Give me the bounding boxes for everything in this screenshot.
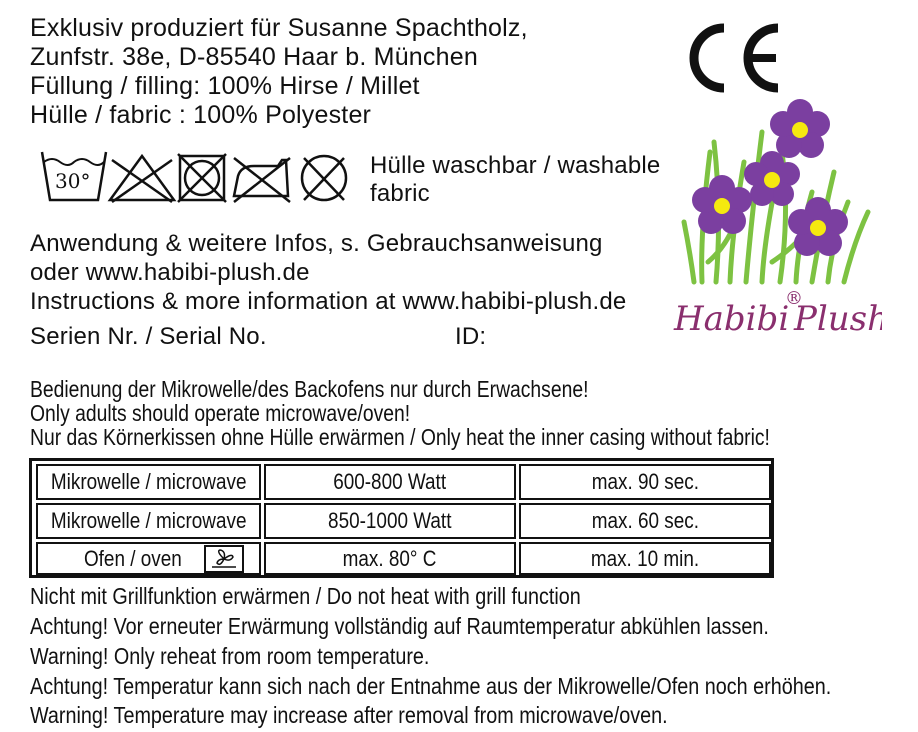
svg-text:30°: 30° — [55, 169, 91, 193]
washable-line1: Hülle waschbar / washable — [370, 152, 661, 179]
table-cell-device: Mikrowelle / microwave — [36, 464, 261, 500]
no-grill-line: Nicht mit Grillfunktion erwärmen / Do not heat with grill function — [30, 583, 581, 609]
table-cell-time: max. 90 sec. — [519, 464, 771, 500]
instructions-line: Instructions & more information at www.habibi-plush.de — [30, 288, 627, 315]
ce-mark-icon — [680, 20, 790, 96]
usage-info-line: Anwendung & weitere Infos, s. Gebrauchsanweisung — [30, 230, 603, 257]
table-cell-power: 850-1000 Watt — [264, 503, 516, 539]
flower-icon — [692, 99, 848, 256]
producer-line: Exklusiv produziert für Susanne Spachtholz, — [30, 14, 528, 42]
table-cell-device: Ofen / oven — [36, 542, 261, 575]
temp-rise-en-line: Warning! Temperature may increase after removal from microwave/oven. — [30, 702, 668, 728]
website-line: oder www.habibi-plush.de — [30, 259, 310, 286]
fabric-line: Hülle / fabric : 100% Polyester — [30, 101, 372, 129]
reheat-en-line: Warning! Only reheat from room temperature. — [30, 643, 430, 669]
temp-rise-de-line: Achtung! Temperatur kann sich nach der Entnahme aus der Mikrowelle/Ofen noch erhöhen. — [30, 673, 832, 699]
wash-30-icon — [42, 152, 106, 200]
logo-brand-text: Habibi — [674, 299, 790, 339]
table-cell-time: max. 60 sec. — [519, 503, 771, 539]
filling-line: Füllung / filling: 100% Hirse / Millet — [30, 72, 420, 100]
fan-oven-icon — [204, 545, 244, 573]
heat-inner-casing: Nur das Körnerkissen ohne Hülle erwärmen / Only heat the inner casing without fabric! — [30, 424, 770, 450]
table-cell-power: 600-800 Watt — [264, 464, 516, 500]
no-dry-clean-icon — [302, 156, 346, 200]
washable-line2: fabric — [370, 180, 430, 207]
serial-label: Serien Nr. / Serial No. — [30, 323, 267, 350]
address-line: Zunfstr. 38e, D-85540 Haar b. München — [30, 43, 478, 71]
table-cell-time: max. 10 min. — [519, 542, 771, 575]
table-cell-power: max. 80° C — [264, 542, 516, 575]
id-label: ID: — [455, 323, 487, 350]
table-cell-device: Mikrowelle / microwave — [36, 503, 261, 539]
heating-table — [29, 458, 774, 578]
cooldown-de-line: Achtung! Vor erneuter Erwärmung vollständig auf Raumtemperatur abkühlen lassen. — [30, 613, 769, 639]
no-tumble-dry-icon — [178, 154, 226, 202]
care-symbols — [38, 140, 358, 210]
registered-mark: ® — [785, 288, 803, 309]
no-bleach-icon — [110, 156, 174, 202]
no-iron-icon — [234, 158, 290, 202]
logo-brand-text-2: Plush — [794, 299, 882, 339]
adults-operate-de: Bedienung der Mikrowelle/des Backofens nur durch Erwachsene! — [30, 376, 589, 402]
adults-operate-en: Only adults should operate microwave/oven! — [30, 400, 411, 426]
habibi-plush-logo — [672, 92, 882, 342]
